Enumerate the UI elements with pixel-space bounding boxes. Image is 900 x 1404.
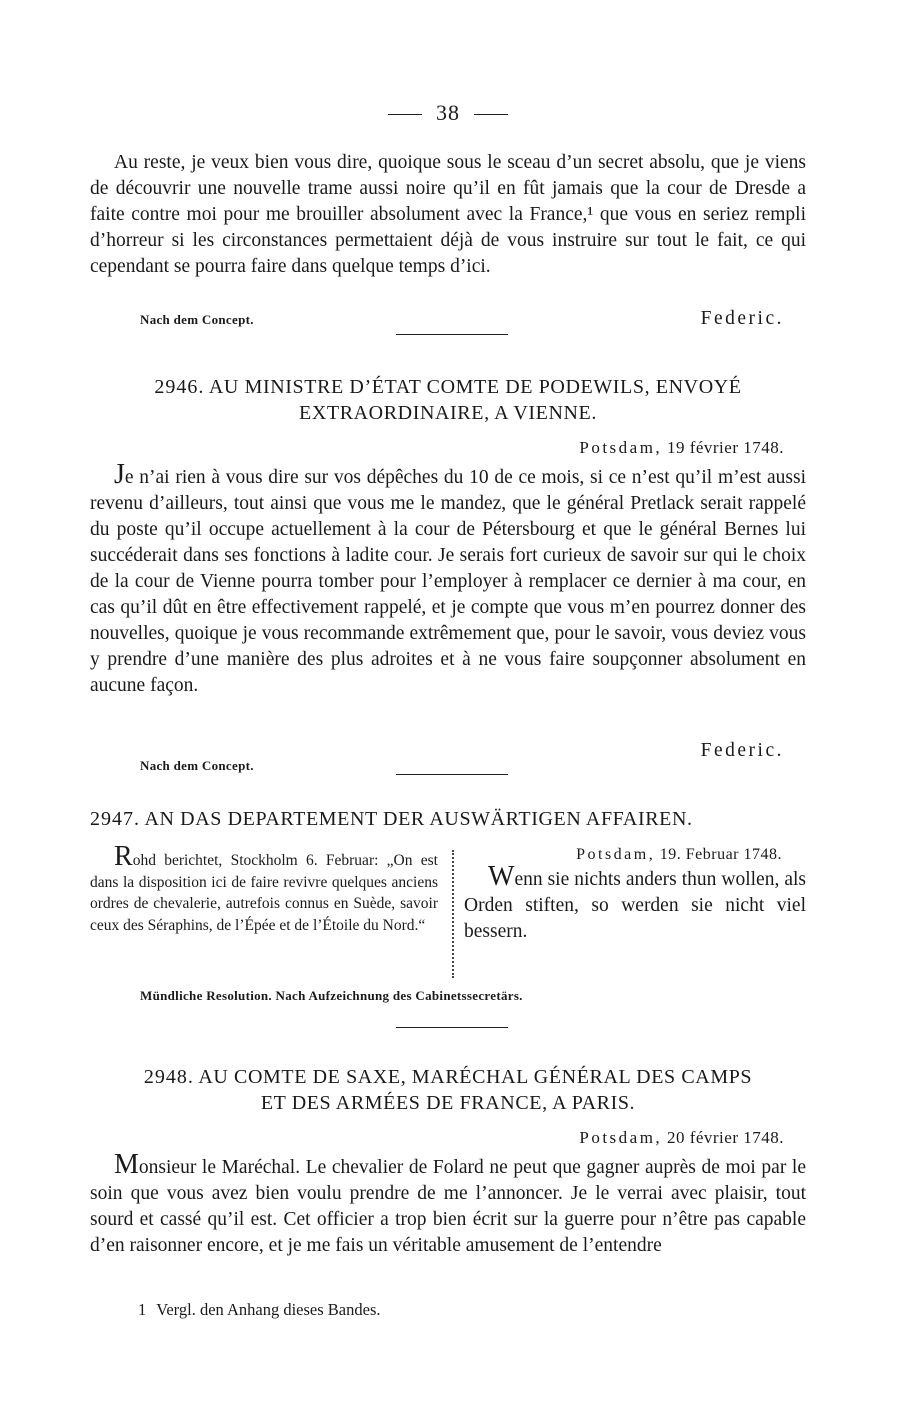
dateline-date: 19 février 1748.: [666, 438, 784, 457]
heading-line-1: [90, 1064, 806, 1090]
heading-line-2: EXTRAORDINAIRE, A VIENNE.: [299, 402, 597, 424]
footnote: [138, 1300, 854, 1320]
footnote-marker: 1: [138, 1300, 147, 1319]
letter-2948-heading: [90, 1064, 806, 1116]
heading-line-2: ET DES ARMÉES DE FRANCE, A PARIS.: [260, 1092, 636, 1114]
dateline: [90, 438, 784, 458]
report-summary: [90, 841, 438, 936]
dateline: [90, 1128, 784, 1148]
drop-cap: M: [114, 1149, 139, 1180]
resolution-paragraph: [464, 861, 806, 945]
drop-cap-wrap: [90, 841, 133, 872]
intro-paragraph: Au reste, je veux bien vous dire, quoique sous le sceau d’un secret absolu, que je viens de découvrir une nouvelle trame aussi noire qu’il en fût jamais que la cour de Dresde a faite contre moi pour me brouiller absolument avec la France,¹ que vous en seriez rempli d’horreur si les circonstances permettaient déjà de vous instruire sur tout le fait, ce qui cependant se pourra faire dans quelque temps d’ici.: [90, 152, 806, 277]
separator-rule: [396, 774, 508, 775]
resolution-text: enn sie nichts anders thun wollen, als Orden stiften, so werden sie nicht viel bessern.: [464, 869, 806, 942]
letter-2947-heading: [90, 806, 806, 832]
dateline-place: Potsdam,: [579, 1128, 663, 1147]
letter-2946-body: [90, 459, 806, 699]
letter-text: onsieur le Maréchal. Le chevalier de Folard ne peut que gagner auprès de moi par le soin que vous avez bien voulu prendre de me l’annoncer. Je le verrai avec plaisir, tout sourd et cassé qu’il est. Cet officier a trop bien écrit sur la guerre pour n’être pas capable d’en raisonner encore, et je me fais un véritable amusement de l’entendre: [90, 1157, 806, 1256]
dash-left: [388, 114, 422, 115]
source-note: Mündliche Resolution. Nach Aufzeichnung des Cabinetssecretärs.: [140, 988, 523, 1003]
dateline-place: Potsdam,: [576, 846, 656, 863]
signature: Federic.: [700, 308, 784, 329]
page-number-header: [90, 100, 806, 126]
intro-section: [90, 150, 806, 280]
source-note: Nach dem Concept.: [140, 758, 254, 773]
heading-text: AU MINISTRE D’ÉTAT COMTE DE PODEWILS, ENVOYÉ: [208, 376, 742, 398]
letter-text: e n’ai rien à vous dire sur vos dépêches du 10 de ce mois, si ce n’est qu’il m’est aussi revenu d’ailleurs, tout ainsi que vous me le mandez, que le général Pretlack serait rappelé du poste qu’il occupe actuellement à la cour de Pétersbourg et que le général Bernes lui succéderait dans ses fonctions à ladite cour. Je serais fort curieux de savoir sur qui le choix de la cour de Vienne pourra tomber pour l’employer à remplacer ce dernier à ma cour, en cas qu’il dût en être effectivement rappelé, et je compte que vous m’en pourrez donner des nouvelles, quoique je vous recommande extrêmement que, pour le savoir, vous deviez vous y prendre d’une manière des plus adroites et à ne vous faire soupçonner absolument en aucune façon.: [90, 467, 806, 696]
page-number: 38: [436, 100, 460, 125]
footnote-text: Vergl. den Anhang dieses Bandes.: [156, 1300, 381, 1319]
source-note: Nach dem Concept.: [140, 312, 254, 327]
drop-cap: R: [114, 841, 133, 872]
dateline-place: Potsdam,: [579, 438, 663, 457]
heading-line: [90, 806, 806, 832]
letter-paragraph: [90, 1149, 806, 1259]
letter-number: 2947.: [90, 808, 140, 830]
letter-2948-body: [90, 1149, 806, 1259]
separator-rule: [396, 334, 508, 335]
heading-line-1: [90, 374, 806, 400]
dotted-column-separator: [452, 850, 454, 978]
dateline-date: 20 février 1748.: [666, 1128, 784, 1147]
dateline: [464, 846, 806, 864]
separator-rule: [396, 1027, 508, 1028]
heading-text: AN DAS DEPARTEMENT DER AUSWÄRTIGEN AFFAIREN.: [144, 808, 693, 830]
dash-right: [474, 114, 508, 115]
report-text: ohd berichtet, Stockholm 6. Februar: „On est dans la disposition ici de faire revivre quelques anciens ordres de chevalerie, autrefois connus en Suède, savoir ceux des Séraphins, de l’Épée et de l’Étoile du Nord.“: [90, 852, 438, 934]
resolution-column: [464, 846, 806, 945]
heading-text: AU COMTE DE SAXE, MARÉCHAL GÉNÉRAL DES CAMPS: [198, 1066, 753, 1088]
letter-number: 2946.: [154, 376, 205, 398]
signature: Federic.: [700, 740, 784, 761]
letter-paragraph: [90, 459, 806, 699]
letter-2946-heading: [90, 374, 806, 426]
letter-number: 2948.: [143, 1066, 194, 1088]
drop-cap: W: [488, 861, 515, 892]
drop-cap: J: [114, 459, 125, 490]
dateline-date: 19. Februar 1748.: [659, 846, 782, 863]
